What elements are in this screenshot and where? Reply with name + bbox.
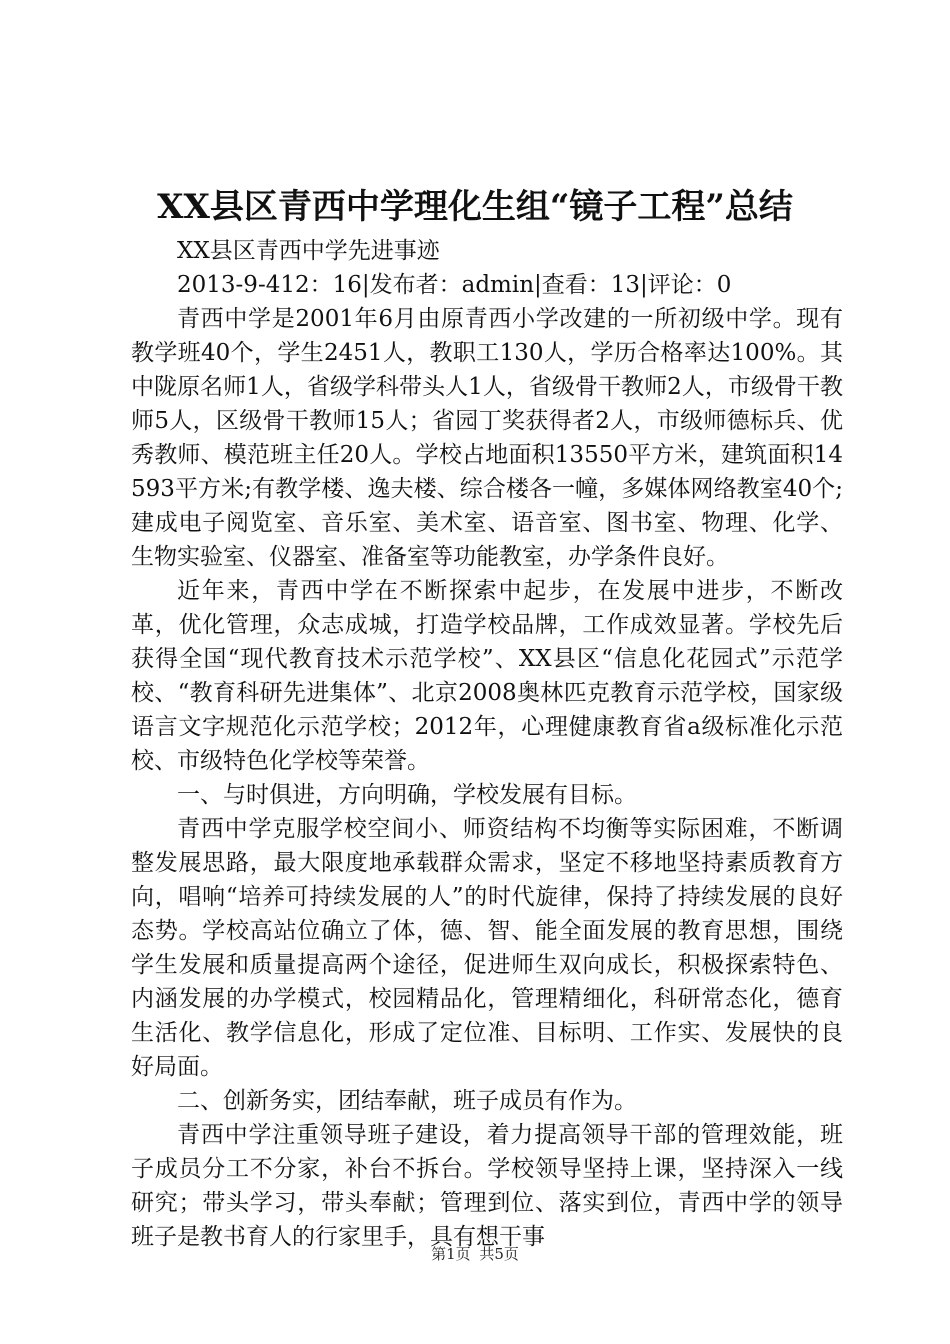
body-paragraph: 青西中学是2001年6月由原青西小学改建的一所初级中学。现有教学班40个，学生2451人，教职工130人，学历合格率达100%。其中陇原名师1人，省级学科带头人1人，省级骨干教师2人，市级骨干教师5人，区级骨干教师15人；省园丁奖获得者2人，市级师德标兵、优秀教师、模范班主任20人。学校占地面积13550平方米，建筑面积14593平方米;有教学楼、逸夫楼、综合楼各一幢，多媒体网络教室40个;建成电子阅览室、音乐室、美术室、语音室、图书室、物理、化学、生物实验室、仪器室、准备室等功能教室，办学条件良好。: [131, 306, 843, 570]
body-paragraph: 青西中学克服学校空间小、师资结构不均衡等实际困难，不断调整发展思路，最大限度地承载群众需求，坚定不移地坚持素质教育方向，唱响“培养可持续发展的人”的时代旋律，保持了持续发展的良好态势。学校高站位确立了体，德、智、能全面发展的教育思想，围绕学生发展和质量提高两个途径，促进师生双向成长，积极探索特色、内涵发展的办学模式，校园精品化，管理精细化，科研常态化，德育生活化、教学信息化，形成了定位准、目标明、工作实、发展快的良好局面。: [131, 816, 843, 1080]
page-total: 共5页: [479, 1245, 519, 1263]
subtitle-paragraph: XX县区青西中学先进事迹: [177, 238, 440, 264]
section-heading: 一、与时俱进，方向明确，学校发展有目标。: [177, 782, 637, 808]
body-paragraph: 青西中学注重领导班子建设，着力提高领导干部的管理效能，班子成员分工不分家，补台不拆台。学校领导坚持上课，坚持深入一线研究；带头学习，带头奉献；管理到位、落实到位，青西中学的领导班子是教书育人的行家里手，具有想干事: [131, 1122, 843, 1250]
document-title: XX县区青西中学理化生组“镜子工程”总结: [157, 187, 793, 227]
section-heading: 二、创新务实，团结奉献，班子成员有作为。: [177, 1088, 637, 1114]
page-number: 第1页: [431, 1245, 471, 1263]
page-footer: [0, 1244, 950, 1264]
meta-info-line: 2013-9-412：16|发布者：admin|查看：13|评论：0: [177, 272, 732, 298]
body-paragraph: 近年来，青西中学在不断探索中起步，在发展中进步，不断改革，优化管理，众志成城，打造学校品牌，工作成效显著。学校先后获得全国“现代教育技术示范学校”、XX县区“信息化花园式”示范学校、“教育科研先进集体”、北京2008奥林匹克教育示范学校，国家级语言文字规范化示范学校；2012年，心理健康教育省a级标准化示范校、市级特色化学校等荣誉。: [131, 578, 843, 774]
document-body: [131, 234, 843, 1254]
